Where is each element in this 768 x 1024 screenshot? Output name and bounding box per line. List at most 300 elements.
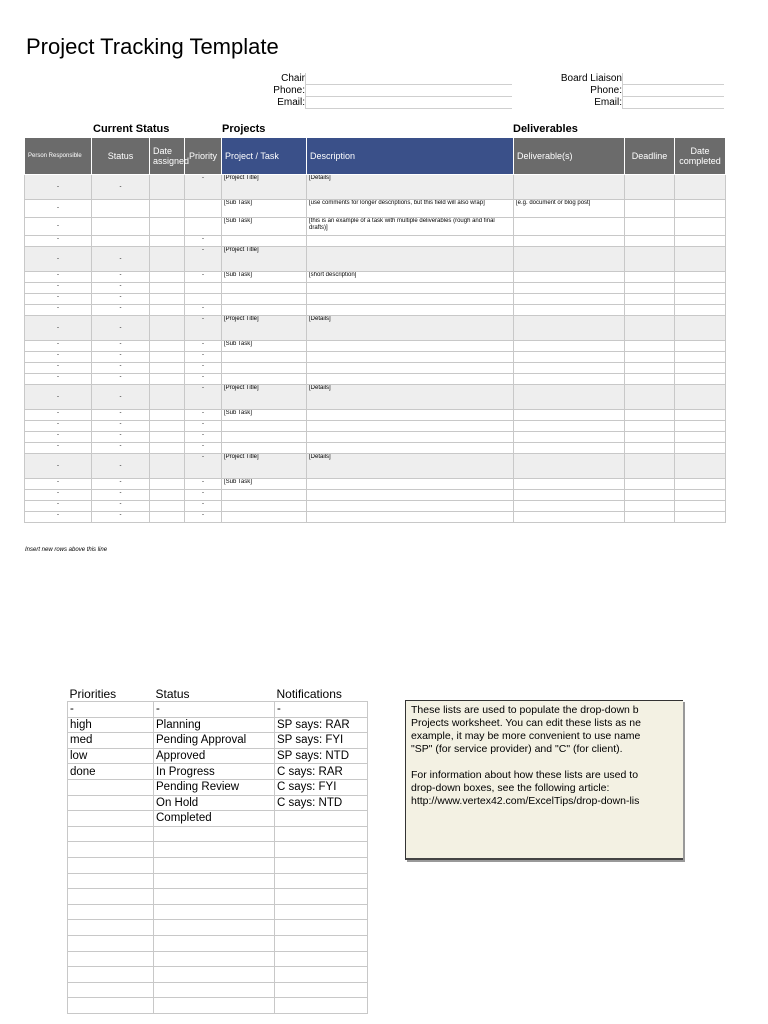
list-cell[interactable]: [154, 920, 275, 936]
table-cell[interactable]: [514, 305, 625, 316]
table-cell[interactable]: -: [185, 363, 222, 374]
table-cell[interactable]: [514, 294, 625, 305]
table-cell[interactable]: [150, 363, 185, 374]
list-cell[interactable]: [275, 889, 368, 905]
table-cell[interactable]: [150, 479, 185, 490]
col-deliverables[interactable]: Deliverable(s): [514, 138, 625, 175]
table-cell[interactable]: [625, 374, 675, 385]
table-cell[interactable]: -: [92, 247, 150, 272]
table-cell[interactable]: -: [92, 479, 150, 490]
table-cell[interactable]: [150, 443, 185, 454]
task-row: [25, 236, 726, 247]
table-cell[interactable]: [150, 490, 185, 501]
list-cell[interactable]: SP says: NTD: [275, 748, 368, 764]
table-cell[interactable]: -: [25, 283, 92, 294]
table-cell[interactable]: [675, 247, 726, 272]
table-cell[interactable]: -: [92, 421, 150, 432]
table-cell[interactable]: [150, 432, 185, 443]
table-cell[interactable]: [150, 175, 185, 200]
list-cell[interactable]: [275, 951, 368, 967]
table-cell[interactable]: [675, 316, 726, 341]
table-cell[interactable]: [Project Title]: [222, 316, 307, 341]
list-cell[interactable]: [275, 826, 368, 842]
table-cell[interactable]: -: [92, 283, 150, 294]
col-description[interactable]: Description: [307, 138, 514, 175]
table-cell[interactable]: [514, 272, 625, 283]
table-cell[interactable]: -: [25, 501, 92, 512]
info-paragraph-1: [406, 701, 683, 756]
table-cell[interactable]: [514, 316, 625, 341]
table-cell[interactable]: -: [92, 305, 150, 316]
table-cell[interactable]: -: [185, 247, 222, 272]
table-cell[interactable]: -: [25, 443, 92, 454]
table-cell[interactable]: [514, 490, 625, 501]
table-cell[interactable]: -: [92, 443, 150, 454]
list-cell[interactable]: [154, 951, 275, 967]
table-cell[interactable]: [675, 218, 726, 236]
table-cell[interactable]: [307, 512, 514, 523]
table-cell[interactable]: [150, 283, 185, 294]
list-cell[interactable]: [68, 935, 154, 951]
table-cell[interactable]: -: [25, 294, 92, 305]
list-cell[interactable]: [68, 842, 154, 858]
table-cell[interactable]: [150, 272, 185, 283]
table-cell[interactable]: -: [25, 512, 92, 523]
list-cell[interactable]: high: [68, 717, 154, 733]
table-cell[interactable]: [675, 200, 726, 218]
table-cell[interactable]: -: [25, 432, 92, 443]
list-cell[interactable]: [154, 889, 275, 905]
table-cell[interactable]: [Sub Task]: [222, 410, 307, 421]
col-date-assigned[interactable]: Date assigned: [150, 138, 185, 175]
table-cell[interactable]: -: [185, 490, 222, 501]
table-cell[interactable]: [222, 363, 307, 374]
table-cell[interactable]: -: [185, 316, 222, 341]
table-cell[interactable]: [222, 490, 307, 501]
list-cell[interactable]: Completed: [154, 811, 275, 827]
list-cell[interactable]: Pending Review: [154, 779, 275, 795]
table-cell[interactable]: [675, 490, 726, 501]
table-cell[interactable]: [150, 341, 185, 352]
table-cell[interactable]: [Sub Task]: [222, 200, 307, 218]
list-cell[interactable]: -: [275, 702, 368, 718]
table-cell[interactable]: [625, 410, 675, 421]
table-cell[interactable]: [514, 247, 625, 272]
table-cell[interactable]: [307, 236, 514, 247]
table-cell[interactable]: [625, 283, 675, 294]
list-cell[interactable]: [68, 967, 154, 983]
list-cell[interactable]: [154, 998, 275, 1014]
table-cell[interactable]: -: [25, 363, 92, 374]
table-cell[interactable]: -: [92, 490, 150, 501]
table-cell[interactable]: [514, 363, 625, 374]
table-cell[interactable]: [150, 294, 185, 305]
table-cell[interactable]: [Details]: [307, 454, 514, 479]
list-cell[interactable]: In Progress: [154, 764, 275, 780]
table-cell[interactable]: -: [185, 421, 222, 432]
list-cell[interactable]: [154, 842, 275, 858]
table-cell[interactable]: [Details]: [307, 385, 514, 410]
table-cell[interactable]: -: [25, 374, 92, 385]
table-cell[interactable]: [150, 305, 185, 316]
table-cell[interactable]: [222, 501, 307, 512]
list-cell[interactable]: [154, 826, 275, 842]
list-cell[interactable]: SP says: RAR: [275, 717, 368, 733]
list-cell[interactable]: C says: NTD: [275, 795, 368, 811]
table-cell[interactable]: -: [185, 374, 222, 385]
table-cell[interactable]: -: [185, 512, 222, 523]
list-cell[interactable]: [154, 982, 275, 998]
table-cell[interactable]: [675, 374, 726, 385]
table-cell[interactable]: [675, 385, 726, 410]
table-cell[interactable]: [this is an example of a task with multiple deliverables (rough and final drafts)]: [307, 218, 514, 236]
table-cell[interactable]: -: [92, 454, 150, 479]
list-cell[interactable]: [154, 967, 275, 983]
list-cell[interactable]: [275, 904, 368, 920]
list-cell[interactable]: -: [68, 702, 154, 718]
table-cell[interactable]: [e.g. document or blog post]: [514, 200, 625, 218]
table-cell[interactable]: -: [92, 363, 150, 374]
list-cell[interactable]: [275, 857, 368, 873]
list-cell[interactable]: [68, 795, 154, 811]
list-cell[interactable]: [68, 920, 154, 936]
list-row: [68, 733, 368, 749]
table-cell[interactable]: [625, 479, 675, 490]
list-cell[interactable]: [68, 889, 154, 905]
table-cell[interactable]: [514, 374, 625, 385]
table-cell[interactable]: [625, 175, 675, 200]
col-date-completed[interactable]: Date completed: [675, 138, 726, 175]
list-cell[interactable]: [275, 935, 368, 951]
table-cell[interactable]: -: [25, 479, 92, 490]
table-cell[interactable]: -: [92, 512, 150, 523]
liaison-email-field[interactable]: [622, 97, 724, 109]
table-cell[interactable]: -: [25, 385, 92, 410]
col-status[interactable]: Status: [92, 138, 150, 175]
table-cell[interactable]: -: [185, 432, 222, 443]
table-cell[interactable]: [Project Title]: [222, 175, 307, 200]
table-cell[interactable]: -: [185, 479, 222, 490]
list-cell[interactable]: [154, 857, 275, 873]
table-cell[interactable]: [675, 421, 726, 432]
table-cell[interactable]: [514, 421, 625, 432]
table-cell[interactable]: -: [25, 175, 92, 200]
table-cell[interactable]: [675, 443, 726, 454]
chair-field[interactable]: [305, 73, 512, 85]
project-table: [24, 137, 726, 523]
table-cell[interactable]: [625, 294, 675, 305]
table-cell[interactable]: [222, 421, 307, 432]
col-person-responsible[interactable]: Person Responsible: [25, 138, 92, 175]
table-cell[interactable]: -: [185, 454, 222, 479]
list-cell[interactable]: [275, 982, 368, 998]
list-cell[interactable]: [68, 826, 154, 842]
table-cell[interactable]: -: [92, 352, 150, 363]
list-cell[interactable]: [275, 920, 368, 936]
table-cell[interactable]: -: [92, 272, 150, 283]
table-cell[interactable]: [514, 512, 625, 523]
list-cell[interactable]: [68, 811, 154, 827]
table-cell[interactable]: [92, 218, 150, 236]
table-cell[interactable]: [675, 175, 726, 200]
table-cell[interactable]: -: [92, 385, 150, 410]
table-cell[interactable]: [514, 443, 625, 454]
table-cell[interactable]: [675, 432, 726, 443]
table-cell[interactable]: [625, 247, 675, 272]
table-cell[interactable]: [222, 443, 307, 454]
list-cell[interactable]: On Hold: [154, 795, 275, 811]
table-cell[interactable]: [185, 200, 222, 218]
table-cell[interactable]: -: [92, 432, 150, 443]
table-cell[interactable]: -: [25, 352, 92, 363]
table-cell[interactable]: [307, 421, 514, 432]
table-cell[interactable]: [514, 341, 625, 352]
table-cell[interactable]: -: [25, 218, 92, 236]
table-cell[interactable]: -: [25, 247, 92, 272]
notifications-header: Notifications: [276, 687, 342, 701]
list-cell[interactable]: done: [68, 764, 154, 780]
table-cell[interactable]: [625, 305, 675, 316]
list-cell[interactable]: C says: RAR: [275, 764, 368, 780]
table-cell[interactable]: [675, 236, 726, 247]
list-cell[interactable]: [154, 935, 275, 951]
table-cell[interactable]: [Project Title]: [222, 247, 307, 272]
list-cell[interactable]: [68, 904, 154, 920]
list-cell[interactable]: C says: FYI: [275, 779, 368, 795]
table-cell[interactable]: [675, 305, 726, 316]
list-cell[interactable]: [275, 967, 368, 983]
liaison-phone-field[interactable]: [622, 85, 724, 97]
table-cell[interactable]: [307, 374, 514, 385]
col-project-task[interactable]: Project / Task: [222, 138, 307, 175]
table-cell[interactable]: -: [92, 501, 150, 512]
table-cell[interactable]: [307, 443, 514, 454]
list-cell[interactable]: [68, 982, 154, 998]
col-priority[interactable]: Priority: [185, 138, 222, 175]
table-cell[interactable]: [222, 294, 307, 305]
table-cell[interactable]: [625, 490, 675, 501]
table-cell[interactable]: [675, 283, 726, 294]
table-cell[interactable]: [150, 352, 185, 363]
list-cell[interactable]: [68, 873, 154, 889]
table-cell[interactable]: [307, 479, 514, 490]
table-cell[interactable]: [514, 454, 625, 479]
list-cell[interactable]: Approved: [154, 748, 275, 764]
table-cell[interactable]: [625, 454, 675, 479]
list-cell[interactable]: [154, 904, 275, 920]
table-cell[interactable]: [150, 454, 185, 479]
table-cell[interactable]: [307, 410, 514, 421]
table-cell[interactable]: [Project Title]: [222, 454, 307, 479]
table-cell[interactable]: -: [25, 272, 92, 283]
table-cell[interactable]: [Sub Task]: [222, 341, 307, 352]
chair-phone-field[interactable]: [305, 85, 512, 97]
table-cell[interactable]: [675, 479, 726, 490]
table-cell[interactable]: -: [25, 421, 92, 432]
table-cell[interactable]: [625, 432, 675, 443]
table-cell[interactable]: [514, 352, 625, 363]
list-cell[interactable]: med: [68, 733, 154, 749]
table-cell[interactable]: [307, 501, 514, 512]
table-cell[interactable]: [Details]: [307, 175, 514, 200]
table-cell[interactable]: [625, 200, 675, 218]
table-cell[interactable]: -: [92, 410, 150, 421]
table-cell[interactable]: [150, 247, 185, 272]
list-cell[interactable]: -: [154, 702, 275, 718]
table-cell[interactable]: [625, 385, 675, 410]
table-cell[interactable]: [222, 512, 307, 523]
list-cell[interactable]: [275, 998, 368, 1014]
table-cell[interactable]: -: [185, 272, 222, 283]
table-cell[interactable]: [625, 443, 675, 454]
table-cell[interactable]: [92, 236, 150, 247]
chair-email-field[interactable]: [305, 97, 512, 109]
table-cell[interactable]: -: [92, 294, 150, 305]
list-cell[interactable]: [68, 857, 154, 873]
table-cell[interactable]: [675, 501, 726, 512]
table-cell[interactable]: [307, 247, 514, 272]
list-cell[interactable]: SP says: FYI: [275, 733, 368, 749]
table-cell[interactable]: -: [92, 175, 150, 200]
table-cell[interactable]: [150, 385, 185, 410]
table-cell[interactable]: -: [92, 374, 150, 385]
list-cell[interactable]: [275, 842, 368, 858]
list-cell[interactable]: [275, 873, 368, 889]
table-cell[interactable]: -: [185, 352, 222, 363]
table-cell[interactable]: [625, 352, 675, 363]
table-cell[interactable]: -: [185, 236, 222, 247]
table-cell[interactable]: [307, 490, 514, 501]
table-cell[interactable]: -: [185, 175, 222, 200]
liaison-field[interactable]: [622, 73, 724, 85]
table-cell[interactable]: [150, 316, 185, 341]
info-line: For information about how these lists are used to: [411, 769, 639, 781]
table-cell[interactable]: [514, 479, 625, 490]
table-cell[interactable]: [675, 512, 726, 523]
table-cell[interactable]: [Details]: [307, 316, 514, 341]
table-cell[interactable]: -: [185, 385, 222, 410]
table-cell[interactable]: -: [185, 341, 222, 352]
table-cell[interactable]: [675, 410, 726, 421]
table-cell[interactable]: [625, 341, 675, 352]
list-cell[interactable]: Planning: [154, 717, 275, 733]
list-cell[interactable]: [275, 811, 368, 827]
task-row: [25, 479, 726, 490]
table-cell[interactable]: [307, 432, 514, 443]
table-cell[interactable]: -: [25, 200, 92, 218]
table-cell[interactable]: [222, 305, 307, 316]
table-cell[interactable]: -: [25, 490, 92, 501]
table-cell[interactable]: [92, 200, 150, 218]
table-cell[interactable]: [Sub Task]: [222, 479, 307, 490]
list-cell[interactable]: [68, 779, 154, 795]
table-cell[interactable]: [675, 272, 726, 283]
table-cell[interactable]: [150, 236, 185, 247]
table-cell[interactable]: [Sub Task]: [222, 272, 307, 283]
table-cell[interactable]: [625, 272, 675, 283]
table-cell[interactable]: -: [25, 305, 92, 316]
table-cell[interactable]: [625, 363, 675, 374]
table-cell[interactable]: [222, 283, 307, 294]
table-cell[interactable]: [514, 236, 625, 247]
table-cell[interactable]: [222, 432, 307, 443]
table-cell[interactable]: [514, 175, 625, 200]
list-cell[interactable]: low: [68, 748, 154, 764]
table-cell[interactable]: [675, 352, 726, 363]
table-cell[interactable]: -: [185, 410, 222, 421]
table-cell[interactable]: [222, 352, 307, 363]
table-cell[interactable]: [625, 236, 675, 247]
table-cell[interactable]: [307, 294, 514, 305]
table-cell[interactable]: [307, 341, 514, 352]
table-cell[interactable]: [150, 374, 185, 385]
list-cell[interactable]: [68, 998, 154, 1014]
table-cell[interactable]: -: [185, 443, 222, 454]
table-cell[interactable]: -: [92, 341, 150, 352]
table-cell[interactable]: [short description]: [307, 272, 514, 283]
table-cell[interactable]: [150, 410, 185, 421]
table-cell[interactable]: [514, 283, 625, 294]
table-cell[interactable]: [150, 501, 185, 512]
table-cell[interactable]: -: [25, 236, 92, 247]
table-cell[interactable]: [514, 410, 625, 421]
table-cell[interactable]: [150, 512, 185, 523]
table-cell[interactable]: [514, 385, 625, 410]
table-cell[interactable]: [675, 341, 726, 352]
table-cell[interactable]: [Project Title]: [222, 385, 307, 410]
table-cell[interactable]: [307, 283, 514, 294]
table-cell[interactable]: [675, 454, 726, 479]
project-row: [25, 454, 726, 479]
col-deadline[interactable]: Deadline: [625, 138, 675, 175]
table-cell[interactable]: [use comments for longer descriptions, but this field will also wrap]: [307, 200, 514, 218]
table-cell[interactable]: -: [185, 305, 222, 316]
table-cell[interactable]: [514, 501, 625, 512]
table-cell[interactable]: [675, 294, 726, 305]
info-comment-box[interactable]: [405, 700, 683, 860]
table-cell[interactable]: [150, 218, 185, 236]
table-cell[interactable]: -: [25, 341, 92, 352]
list-cell[interactable]: [68, 951, 154, 967]
table-cell[interactable]: [625, 421, 675, 432]
table-cell[interactable]: [185, 218, 222, 236]
table-cell[interactable]: [514, 218, 625, 236]
table-cell[interactable]: [675, 363, 726, 374]
table-cell[interactable]: -: [185, 501, 222, 512]
table-cell[interactable]: -: [92, 316, 150, 341]
table-cell[interactable]: [625, 218, 675, 236]
table-cell[interactable]: [625, 512, 675, 523]
table-cell[interactable]: [185, 294, 222, 305]
table-cell[interactable]: -: [25, 316, 92, 341]
table-cell[interactable]: [625, 501, 675, 512]
table-cell[interactable]: -: [25, 454, 92, 479]
table-cell[interactable]: [Sub Task]: [222, 218, 307, 236]
table-cell[interactable]: [514, 432, 625, 443]
table-cell[interactable]: [222, 374, 307, 385]
table-cell[interactable]: [150, 200, 185, 218]
table-cell[interactable]: [307, 352, 514, 363]
table-cell[interactable]: [307, 363, 514, 374]
table-cell[interactable]: [222, 236, 307, 247]
list-cell[interactable]: Pending Approval: [154, 733, 275, 749]
table-cell[interactable]: [307, 305, 514, 316]
list-cell[interactable]: [154, 873, 275, 889]
table-cell[interactable]: -: [25, 410, 92, 421]
table-cell[interactable]: [150, 421, 185, 432]
table-cell[interactable]: [625, 316, 675, 341]
table-cell[interactable]: [185, 283, 222, 294]
